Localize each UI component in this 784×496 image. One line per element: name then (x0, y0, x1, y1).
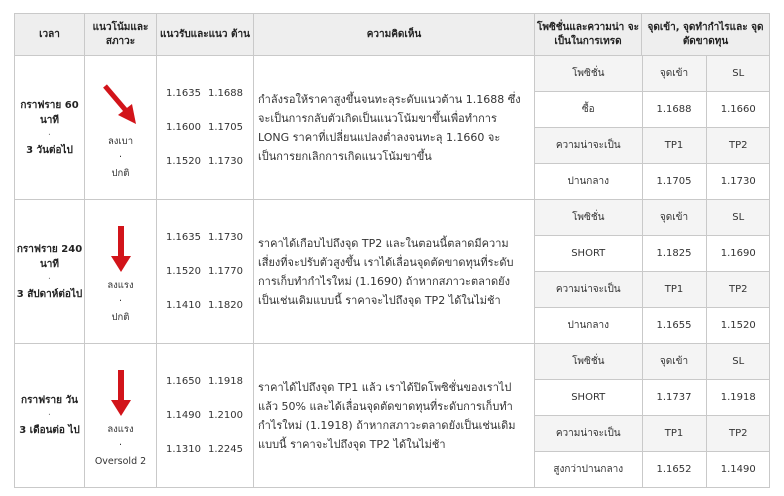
level-pair (166, 365, 253, 399)
grid-cell: โพซิชั่น (535, 200, 642, 236)
resistance-level: 1.1918 (208, 375, 243, 387)
trend-state: Oversold 2 (94, 456, 147, 467)
levels-cell (157, 344, 254, 488)
timeframe-sep: · (47, 129, 52, 141)
grid-cell: ซื้อ (535, 92, 642, 128)
grid-cell: 1.1705 (642, 164, 706, 200)
support-level: 1.1520 (166, 155, 201, 167)
grid-cell: 1.1520 (706, 308, 770, 344)
position-grid-cell (535, 344, 770, 488)
grid-row (535, 236, 770, 272)
level-pair (166, 399, 253, 433)
grid-cell: 1.1490 (706, 452, 770, 488)
trend-direction: ลงเบา (107, 136, 134, 147)
grid-row (535, 92, 770, 128)
timeframe-chart: กราฟราย 60 นาที (20, 99, 79, 126)
grid-cell: TP2 (706, 272, 770, 308)
grid-cell: 1.1660 (706, 92, 770, 128)
position-grid-cell (535, 200, 770, 344)
timeframe-cell (15, 56, 85, 200)
grid-cell: TP1 (642, 128, 706, 164)
trade-summary-table-wrap (14, 13, 769, 485)
grid-cell: 1.1730 (706, 164, 770, 200)
timeframe-sep: · (47, 273, 52, 285)
grid-cell: จุดเข้า (642, 200, 706, 236)
grid-cell: SL (706, 200, 770, 236)
header-position: โพซิชั่นและความน่า จะเป็นในการเทรด (535, 14, 642, 56)
level-pair (166, 289, 253, 323)
timeframe-cell (15, 200, 85, 344)
trend-cell (85, 56, 157, 200)
grid-cell: จุดเข้า (642, 56, 706, 92)
comment-cell: ราคาได้เกือบไปถึงจุด TP2 และในตอนนี้ตลาดมีความเสี่ยงที่จะปรับตัวสูงขึ้น เราได้เลื่อนจุดตัดขาดทุนที่ระดับการเก็บทำกำไรใหม่ (1.1690) ถ้าหากสภาวะตลาดยังเป็นเช่นเดิมแบบนี้ ราคาจะไปถึงจุด TP2 ได้ในไม่ช้า (254, 200, 535, 344)
grid-cell: SHORT (535, 380, 642, 416)
timeframe-chart: กราฟราย 240 นาที (16, 243, 83, 270)
support-level: 1.1650 (166, 375, 201, 387)
support-level: 1.1635 (166, 87, 201, 99)
grid-cell: TP1 (642, 272, 706, 308)
grid-cell: SHORT (535, 236, 642, 272)
table-row (15, 56, 770, 200)
header-entry: จุดเข้า, จุดทำกำไรและ จุดตัดขาดทุน (642, 14, 770, 56)
arrow-down-icon (109, 224, 133, 274)
levels-cell (157, 56, 254, 200)
grid-cell: โพซิชั่น (535, 56, 642, 92)
resistance-level: 1.1730 (208, 155, 243, 167)
grid-cell: 1.1825 (642, 236, 706, 272)
trend-direction: ลงแรง (107, 280, 134, 291)
grid-cell: 1.1737 (642, 380, 706, 416)
grid-cell: 1.1652 (642, 452, 706, 488)
level-pair (166, 221, 253, 255)
resistance-level: 1.1730 (208, 231, 243, 243)
header-trend: แนวโน้มและ สภาวะ (85, 14, 157, 56)
trend-sep: · (118, 152, 123, 163)
trend-sep: · (118, 296, 123, 307)
grid-cell: TP1 (642, 416, 706, 452)
support-level: 1.1490 (166, 409, 201, 421)
header-comment: ความคิดเห็น (254, 14, 535, 56)
grid-row (535, 56, 770, 92)
position-grid (535, 344, 770, 487)
comment-cell: ราคาได้ไปถึงจุด TP1 แล้ว เราได้ปิดโพซิชั่นของเราไปแล้ว 50% และได้เลื่อนจุดตัดขาดทุนที่ระดับการเก็บทำกำไรใหม่ (1.1918) ถ้าหากสภาวะตลาดยังเป็นเช่นเดิมแบบนี้ ราคาจะไปถึงจุด TP2 ได้ในไม่ช้า (254, 344, 535, 488)
grid-row (535, 416, 770, 452)
trend-cell (85, 200, 157, 344)
grid-row (535, 128, 770, 164)
grid-row (535, 200, 770, 236)
trade-summary-table (14, 13, 770, 488)
table-row (15, 200, 770, 344)
grid-cell: ปานกลาง (567, 320, 609, 331)
grid-row (535, 380, 770, 416)
grid-cell: ความน่าจะเป็น (535, 416, 642, 452)
grid-cell: SL (706, 56, 770, 92)
timeframe-horizon: 3 วันต่อไป (26, 144, 73, 156)
grid-cell: ปานกลาง (567, 176, 609, 187)
table-row (15, 344, 770, 488)
trend-state: ปกติ (111, 168, 130, 179)
grid-row (535, 164, 770, 200)
grid-cell: จุดเข้า (642, 344, 706, 380)
timeframe-horizon: 3 เดือนต่อ ไป (19, 425, 80, 436)
grid-cell: TP2 (706, 416, 770, 452)
resistance-level: 1.1770 (208, 265, 243, 277)
trend-direction: ลงแรง (107, 424, 134, 435)
position-grid-cell (535, 56, 770, 200)
comment-cell: กำลังรอให้ราคาสูงขึ้นจนทะลุระดับแนวต้าน 1.1688 ซึ่งจะเป็นการกลับตัวเกิดเป็นแนวโน้มขาขึ้นเพื่อทำการ LONG ราคาที่เปลี่ยนแปลงต่ำลงจนทะลุ 1.1660 จะเป็นการยกเลิกการเกิดแนวโน้มขาขึ้น (254, 56, 535, 200)
resistance-level: 1.1688 (208, 87, 243, 99)
grid-cell: โพซิชั่น (535, 344, 642, 380)
levels-cell (157, 200, 254, 344)
grid-cell: ความน่าจะเป็น (535, 272, 642, 308)
grid-cell: 1.1918 (706, 380, 770, 416)
level-pair (166, 433, 253, 467)
level-pair (166, 77, 253, 111)
timeframe-horizon: 3 สัปดาห์ต่อไป (16, 288, 83, 300)
header-levels: แนวรับและแนว ต้าน (157, 14, 254, 56)
timeframe-sep: · (47, 410, 52, 421)
grid-cell: 1.1688 (642, 92, 706, 128)
grid-row (535, 272, 770, 308)
position-grid (535, 200, 770, 343)
arrow-down-right-icon (101, 82, 141, 128)
grid-cell: สูงกว่าปานกลาง (553, 464, 624, 475)
support-level: 1.1600 (166, 121, 201, 133)
grid-cell: 1.1690 (706, 236, 770, 272)
grid-cell: ความน่าจะเป็น (535, 128, 642, 164)
trend-state: ปกติ (111, 312, 130, 323)
trend-sep: · (118, 440, 123, 451)
level-pair (166, 255, 253, 289)
header-row (15, 14, 770, 56)
grid-row (535, 452, 770, 488)
grid-cell: SL (706, 344, 770, 380)
support-level: 1.1520 (166, 265, 201, 277)
timeframe-cell (15, 344, 85, 488)
grid-cell: 1.1655 (642, 308, 706, 344)
position-grid (535, 56, 770, 199)
level-pair (166, 111, 253, 145)
resistance-level: 1.2100 (208, 409, 243, 421)
grid-cell: TP2 (706, 128, 770, 164)
header-time: เวลา (15, 14, 85, 56)
resistance-level: 1.1705 (208, 121, 243, 133)
arrow-down-icon (109, 368, 133, 418)
resistance-level: 1.1820 (208, 299, 243, 311)
level-pair (166, 145, 253, 179)
support-level: 1.1635 (166, 231, 201, 243)
trend-cell (85, 344, 157, 488)
grid-row (535, 344, 770, 380)
support-level: 1.1410 (166, 299, 201, 311)
support-level: 1.1310 (166, 443, 201, 455)
timeframe-chart: กราฟราย วัน (21, 395, 78, 406)
grid-row (535, 308, 770, 344)
resistance-level: 1.2245 (208, 443, 243, 455)
